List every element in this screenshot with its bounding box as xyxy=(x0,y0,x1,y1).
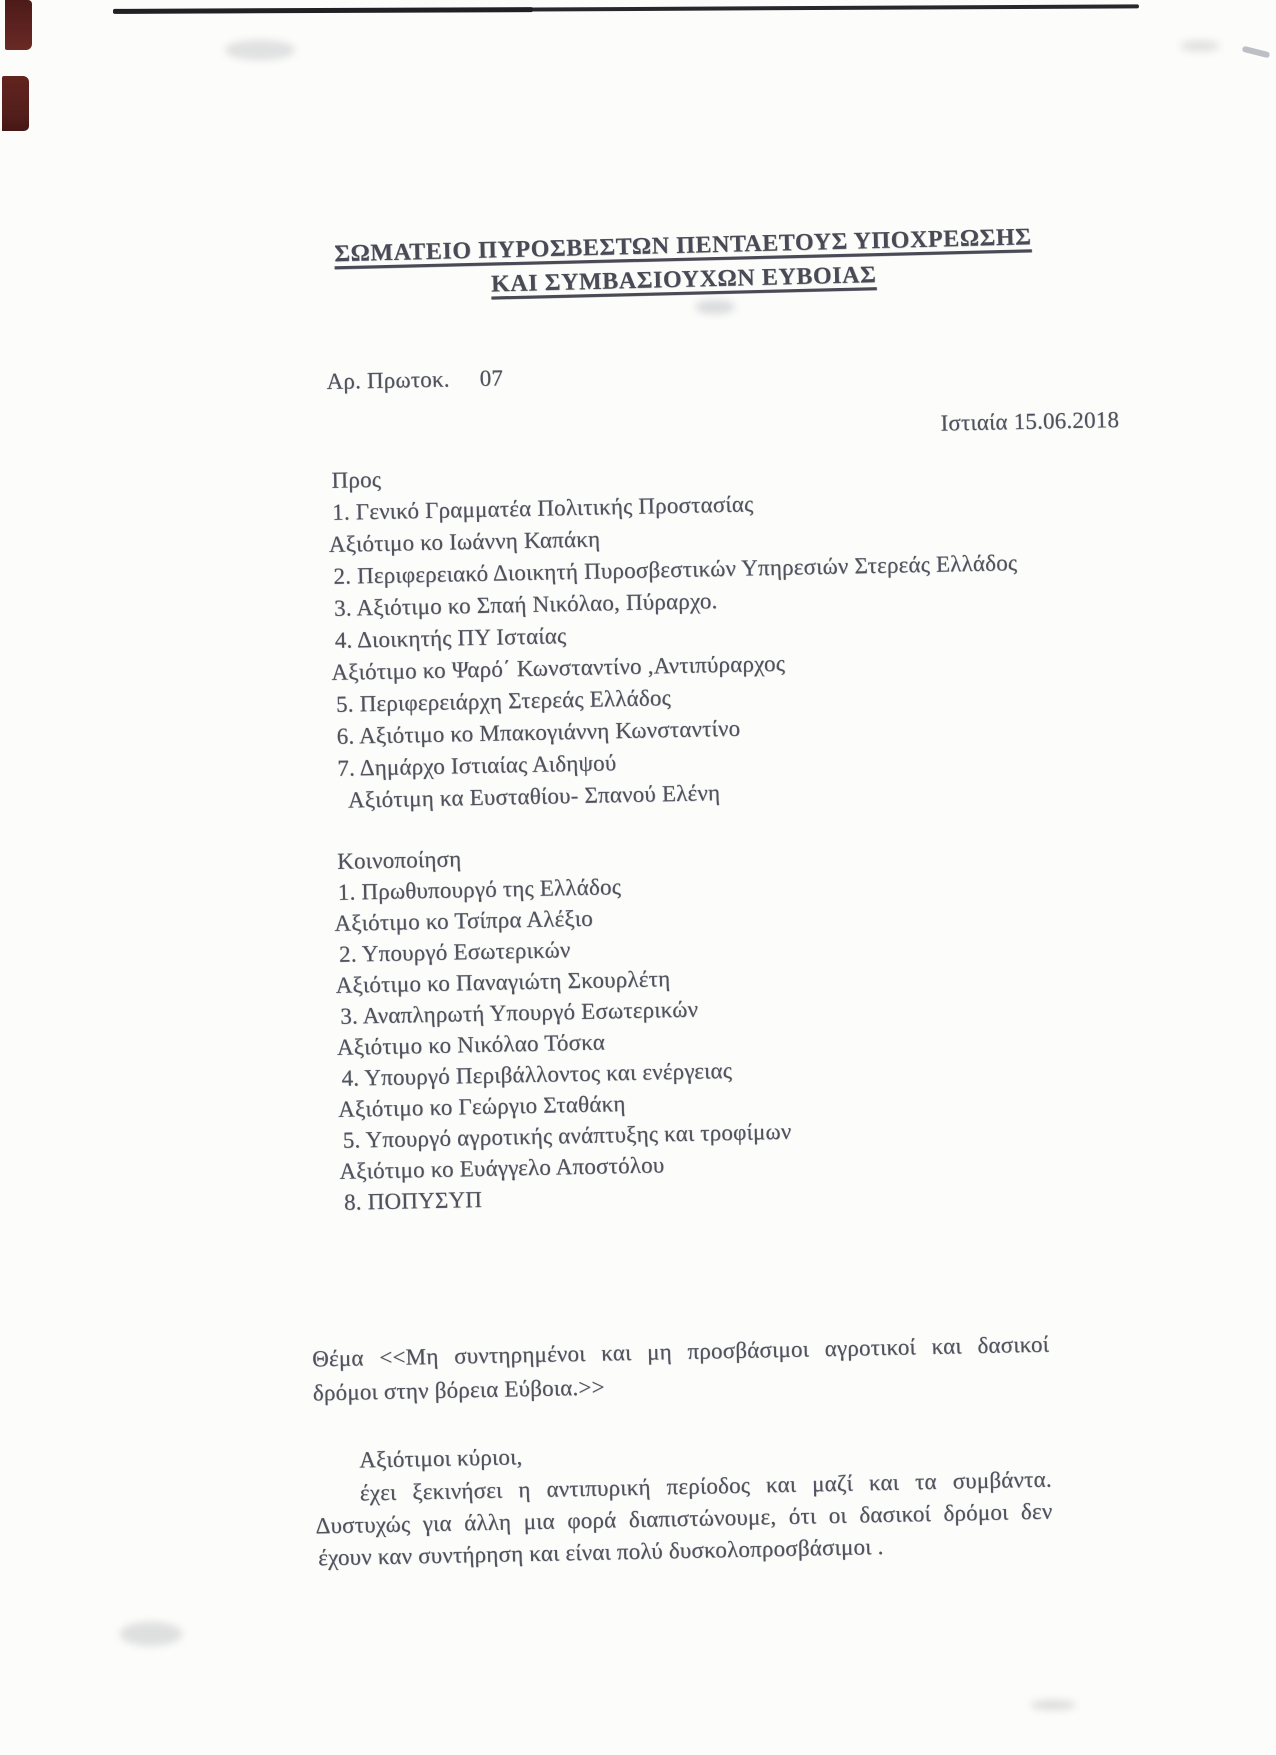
cc-line: 4. Υπουργό Περιβάλλοντος και ενέργειας xyxy=(341,1057,733,1091)
to-line: 6. Αξιότιμο κο Μπακογιάννη Κωνσταντίνο xyxy=(336,715,741,749)
cc-heading: Κοινοποίηση xyxy=(336,846,462,874)
to-line: 5. Περιφερειάρχη Στερεάς Ελλάδος xyxy=(335,685,672,717)
body-line: έχει ξεκινήσει η αντιπυρική περίοδος και μαζί και τα συμβάντα. xyxy=(359,1466,1053,1506)
letter-title xyxy=(327,220,1040,305)
to-line: 4. Διοικητής ΠΥ Ισταίας xyxy=(334,623,567,653)
salutation: Αξιότιμοι κύριοι, xyxy=(358,1444,523,1473)
protocol-row xyxy=(326,364,503,395)
place-date: Ιστιαία 15.06.2018 xyxy=(940,407,1120,436)
cc-line: 3. Αναπληρωτή Υπουργό Εσωτερικών xyxy=(340,996,699,1029)
cc-line: Αξιότιμο κο Τσίπρα Αλέξιο xyxy=(334,905,594,936)
body-line: έχουν καν συντήρηση και είναι πολύ δυσκολοπροσβάσιμοι . xyxy=(317,1534,884,1571)
to-line: 3. Αξιότιμο κο Σπαή Νικόλαο, Πύραρχο. xyxy=(333,588,718,621)
to-line: Αξιότιμη κα Ευσταθίου- Σπανού Ελένη xyxy=(347,780,721,813)
cc-line: 5. Υπουργό αγροτικής ανάπτυξης και τροφίμων xyxy=(342,1118,792,1153)
cc-line: 8. ΠΟΠΥΣΥΠ xyxy=(343,1187,483,1215)
cc-line: 2. Υπουργό Εσωτερικών xyxy=(338,937,571,967)
to-line: 7. Δημάρχο Ιστιαίας Αιδηψού xyxy=(337,750,617,781)
subject-line: Θέμα <<Μη συντηρημένοι και μη προσβάσιμοι αγροτικοί και δασικοί xyxy=(311,1331,1050,1372)
subject-line: δρόμοι στην βόρεια Εύβοια.>> xyxy=(312,1374,605,1406)
to-line: 2. Περιφερειακό Διοικητή Πυροσβεστικών Υπηρεσιών Στερεάς Ελλάδος xyxy=(333,550,1018,589)
cc-line: Αξιότιμο κο Νικόλαο Τόσκα xyxy=(336,1029,606,1060)
protocol-label: Αρ. Πρωτοκ. xyxy=(326,366,450,394)
letter-title-line-1: ΣΩΜΑΤΕΙΟ ΠΥΡΟΣΒΕΣΤΩΝ ΠΕΝΤΑΕΤΟΥΣ ΥΠΟΧΡΕΩΣΗΣ xyxy=(333,224,1032,268)
letter-title-line-2: ΚΑΙ ΣΥΜΒΑΣΙΟΥΧΩΝ ΕΥΒΟΙΑΣ xyxy=(490,262,877,298)
to-line: 1. Γενικό Γραμματέα Πολιτικής Προστασίας xyxy=(331,491,754,525)
cc-line: Αξιότιμο κο Παναγιώτη Σκουρλέτη xyxy=(335,966,671,998)
cc-line: Αξιότιμο κο Ευάγγελο Αποστόλου xyxy=(339,1152,665,1184)
protocol-number: 07 xyxy=(479,365,504,391)
cc-line: Αξιότιμο κο Γεώργιο Σταθάκη xyxy=(337,1091,626,1122)
body-line: Δυστυχώς για άλλη μια φορά διαπιστώνουμε, ότι οι δασικοί δρόμοι δεν xyxy=(315,1498,1053,1539)
to-heading: Προς xyxy=(331,466,382,493)
to-line: Αξιότιμο κο Ψαρό΄ Κωνσταντίνο ,Αντιπύραρχος xyxy=(331,650,786,685)
to-line: Αξιότιμο κο Ιωάννη Καπάκη xyxy=(328,526,601,557)
cc-line: 1. Πρωθυπουργό της Ελλάδος xyxy=(337,874,622,905)
